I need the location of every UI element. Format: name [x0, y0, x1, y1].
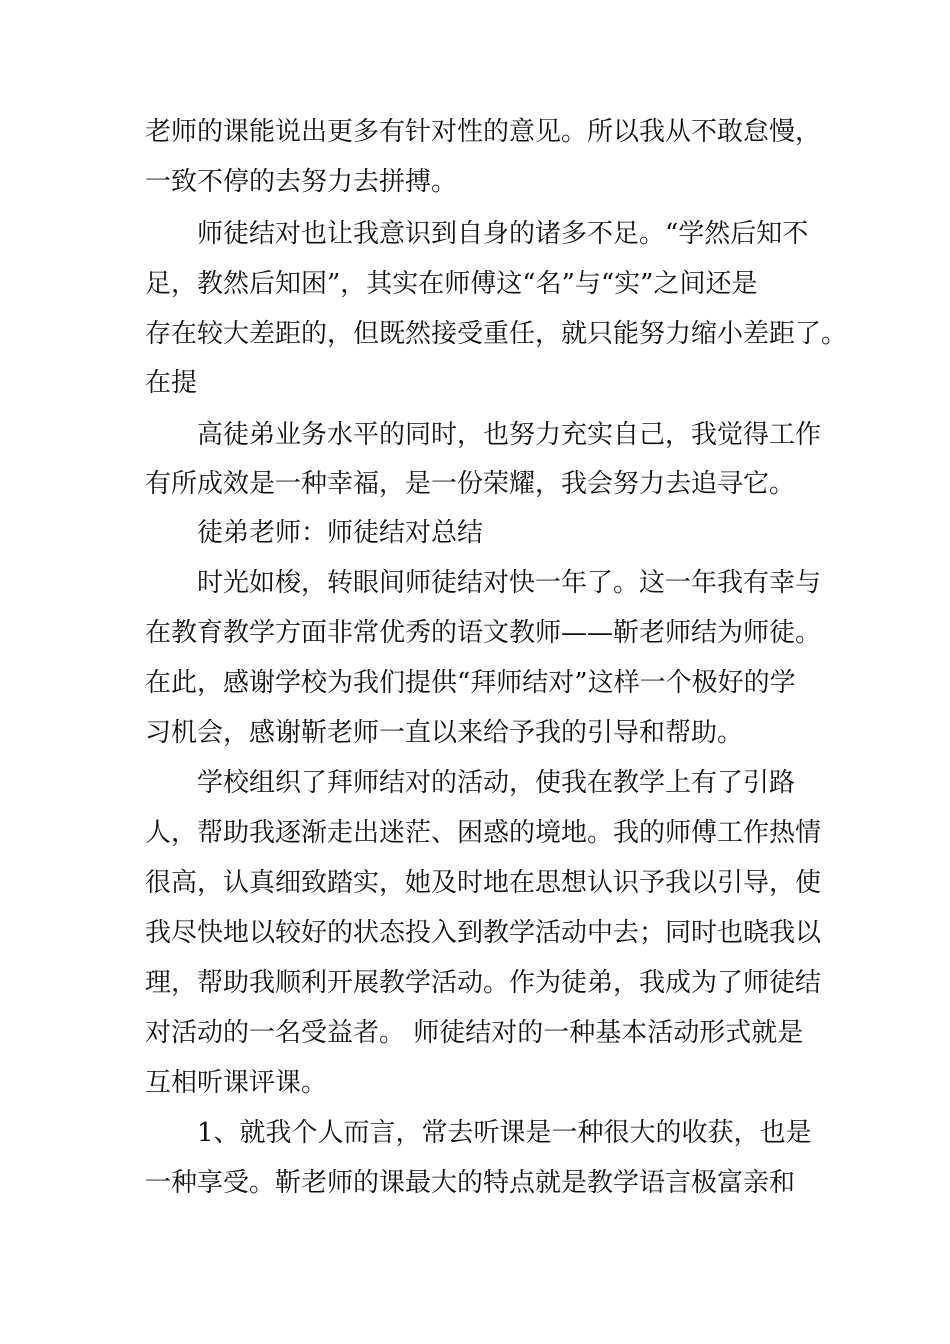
text-line: 一致不停的去努力去拼搏。	[145, 167, 458, 197]
section-heading: 徒弟老师：师徒结对总结	[197, 518, 484, 548]
text-line: 在此，感谢学校为我们提供“拜师结对”这样一个极好的学	[145, 668, 796, 698]
text-line: 一种享受。靳老师的课最大的特点就是教学语言极富亲和	[145, 1168, 796, 1198]
text-line: 习机会，感谢靳老师一直以来给予我的引导和帮助。	[145, 718, 744, 748]
text-line: 存在较大差距的，但既然接受重任，就只能努力缩小差距了。	[145, 319, 848, 349]
text-line: 在提	[145, 368, 198, 398]
text-line: 我尽快地以较好的状态投入到教学活动中去；同时也晓我以	[145, 918, 822, 948]
text-line: 学校组织了拜师结对的活动，使我在教学上有了引路	[197, 768, 796, 798]
text-line: 足，教然后知困”，其实在师傅这“名”与“实”之间还是	[145, 269, 758, 299]
text-line: 有所成效是一种幸福，是一份荣耀，我会努力去追寻它。	[145, 469, 796, 499]
text-line: 在教育教学方面非常优秀的语文教师——靳老师结为师徒。	[145, 618, 822, 648]
text-line: 理，帮助我顺利开展教学活动。作为徒弟，我成为了师徒结	[145, 968, 822, 998]
text-line: 人，帮助我逐渐走出迷茫、困惑的境地。我的师傅工作热情	[145, 818, 822, 848]
text-line: 高徒弟业务水平的同时，也努力充实自己，我觉得工作	[197, 420, 822, 450]
text-line: 很高，认真细致踏实，她及时地在思想认识予我以引导，使	[145, 868, 822, 898]
text-line: 1、就我个人而言，常去听课是一种很大的收获，也是	[197, 1118, 812, 1148]
text-line: 对活动的一名受益者。 师徒结对的一种基本活动形式就是	[145, 1018, 804, 1048]
text-line: 师徒结对也让我意识到自身的诸多不足。“学然后知不	[197, 219, 809, 249]
text-line: 老师的课能说出更多有针对性的意见。所以我从不敢怠慢，	[145, 117, 822, 147]
text-line: 时光如梭，转眼间师徒结对快一年了。这一年我有幸与	[197, 568, 822, 598]
text-line: 互相听课评课。	[145, 1068, 328, 1098]
